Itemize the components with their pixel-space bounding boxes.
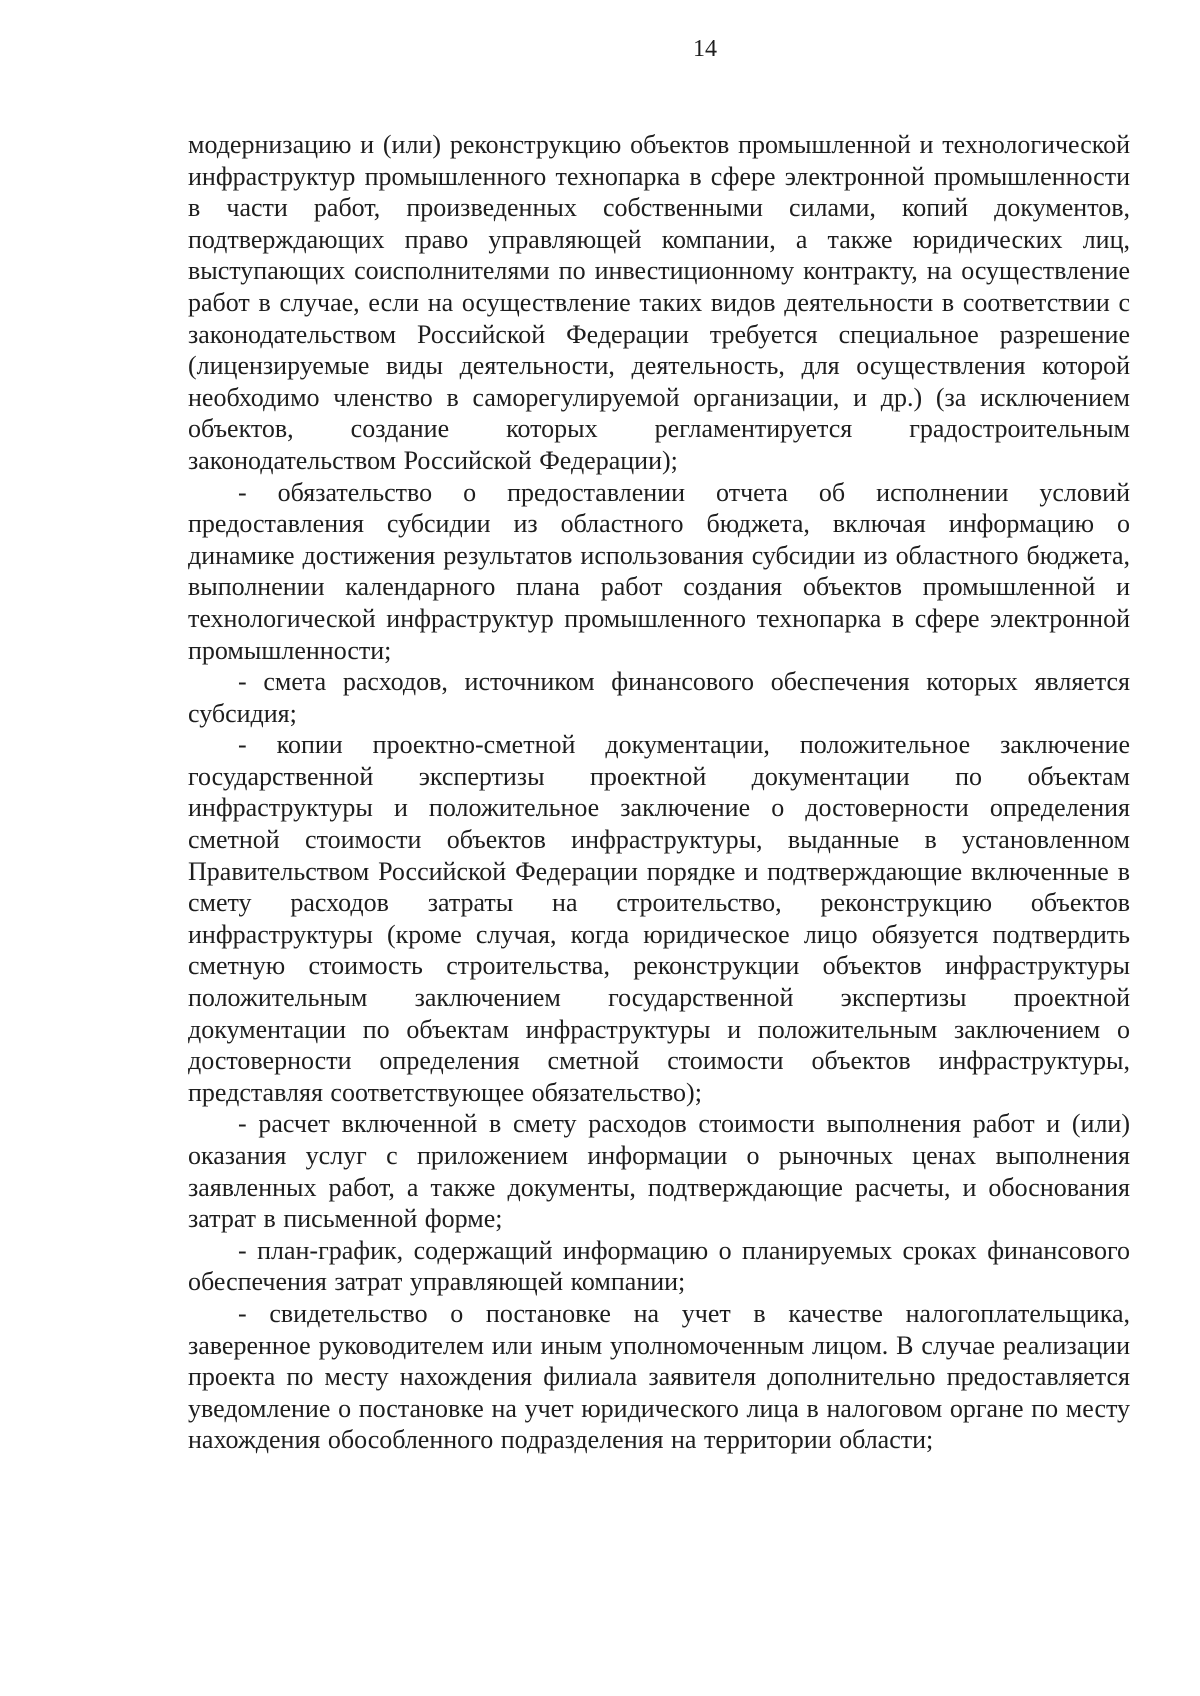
page-number: 14 — [693, 36, 717, 62]
list-item: - расчет включенной в смету расходов стоимости выполнения работ и (или) оказания услуг с приложением информации о рыночных ценах выполнения заявленных работ, а также документы, подтверждающие расчеты, и обоснования затрат в письменной форме; — [188, 1109, 1130, 1234]
lead-paragraph: модернизацию и (или) реконструкцию объектов промышленной и технологической инфраструктур промышленного технопарка в сфере электронной промышленности в части работ, произведенных собственными силами, копий документов, подтверждающих право управляющей компании, а также юридических лиц, выступающих соисполнителями по инвестиционному контракту, на осуществление работ в случае, если на осуществление таких видов деятельности в соответствии с законодательством Российской Федерации требуется специальное разрешение (лицензируемые виды деятельности, деятельность, для осуществления которой необходимо членство в саморегулируемой организации, и др.) (за исключением объектов, создание которых регламентируется градостроительным законодательством Российской Федерации); — [188, 130, 1130, 475]
list-item: - план-график, содержащий информацию о планируемых сроках финансового обеспечения затрат управляющей компании; — [188, 1235, 1130, 1297]
document-body — [188, 129, 1130, 1456]
list-item: - копии проектно-сметной документации, положительное заключение государственной экспертизы проектной документации по объектам инфраструктуры и положительное заключение о достоверности определения сметной стоимости объектов инфраструктуры, выданные в установленном Правительством Российской Федерации порядке и подтверждающие включенные в смету расходов затраты на строительство, реконструкцию объектов инфраструктуры (кроме случая, когда юридическое лицо обязуется подтвердить сметную стоимость строительства, реконструкции объектов инфраструктуры положительным заключением государственной экспертизы проектной документации по объектам инфраструктуры и положительным заключением о достоверности определения сметной стоимости объектов инфраструктуры, представляя соответствующее обязательство); — [188, 730, 1130, 1107]
list-item: - свидетельство о постановке на учет в качестве налогоплательщика, заверенное руководителем или иным уполномоченным лицом. В случае реализации проекта по месту нахождения филиала заявителя дополнительно предоставляется уведомление о постановке на учет юридического лица в налоговом органе по месту нахождения обособленного подразделения на территории области; — [188, 1298, 1130, 1455]
list-item: - смета расходов, источником финансового обеспечения которых является субсидия; — [188, 667, 1130, 728]
list-item: - обязательство о предоставлении отчета об исполнении условий предоставления субсидии из областного бюджета, включая информацию о динамике достижения результатов использования субсидии из областного бюджета, выполнении календарного плана работ создания объектов промышленной и технологической инфраструктур промышленного технопарка в сфере электронной промышленности; — [188, 477, 1130, 665]
